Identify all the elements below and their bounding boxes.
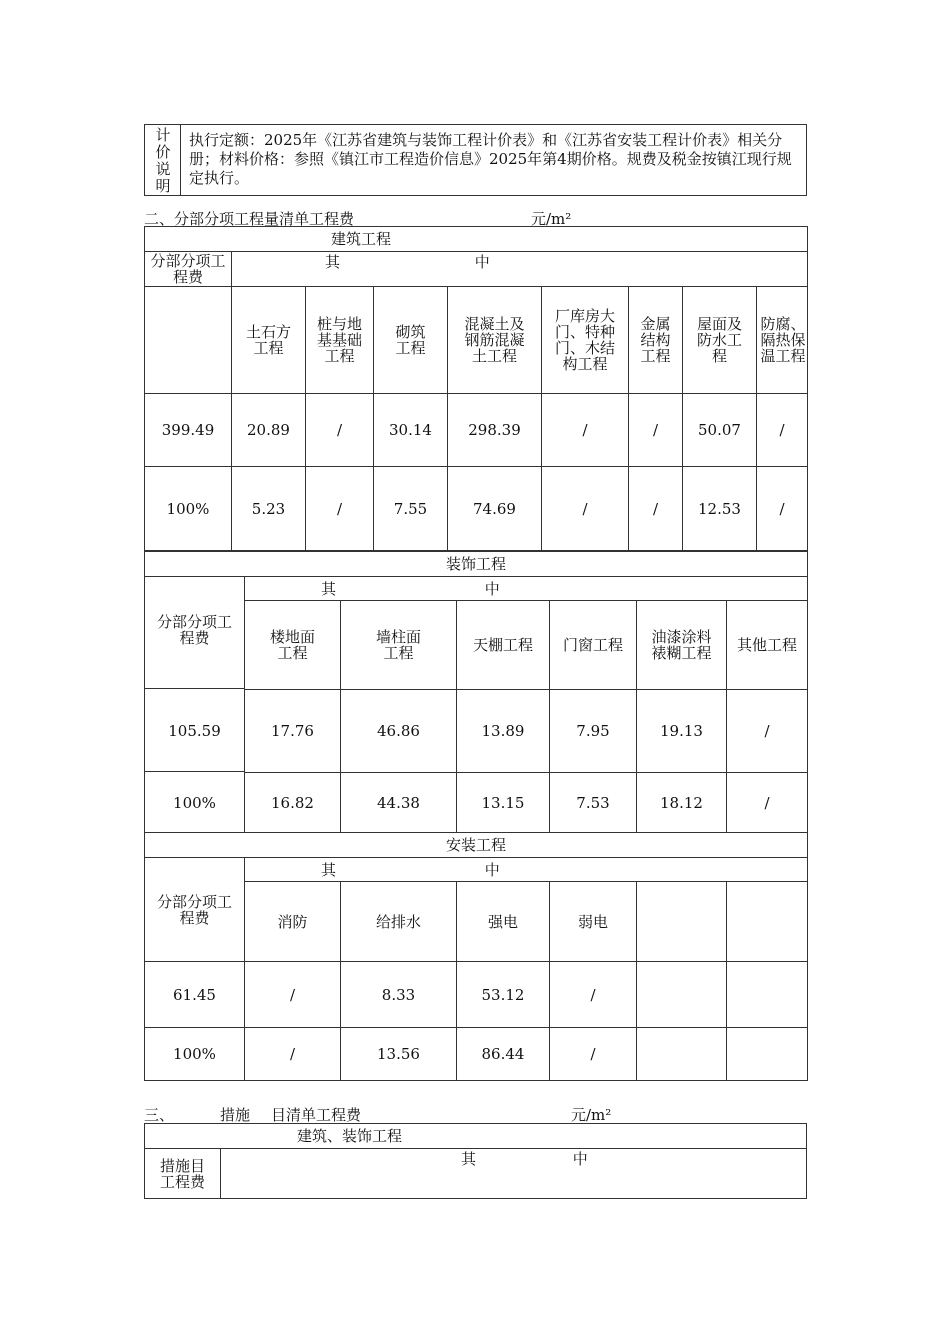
installation-percent: 100% <box>145 1028 245 1081</box>
decoration-qi: 其 <box>321 579 337 598</box>
building-header-roofing: 屋面及防水工程 <box>683 287 757 394</box>
building-value: 20.89 <box>232 394 306 467</box>
decoration-fee-label-text: 分部分项工程费 <box>156 613 232 647</box>
decoration-header-other: 其他工程 <box>727 601 808 690</box>
section3-title-c: 目清单工程费 <box>271 1106 362 1124</box>
section2-title-text: 二、分部分项工程量清单工程费 <box>144 210 355 228</box>
decoration-header-wall: 墙柱面工程 <box>341 601 457 690</box>
decoration-total-percent: 100% <box>173 794 216 812</box>
building-value: 50.07 <box>683 394 757 467</box>
building-header-pile: 桩与地基基础工程 <box>306 287 374 394</box>
measures-qi: 其 <box>461 1150 477 1168</box>
building-header-metal: 金属结构工程 <box>629 287 683 394</box>
installation-value <box>727 962 808 1028</box>
building-percent: / <box>542 467 629 551</box>
decoration-value: 13.89 <box>457 690 550 773</box>
building-percent: / <box>757 467 808 551</box>
installation-header-strong-current: 强电 <box>457 882 550 962</box>
measures-zhong: 中 <box>572 1150 588 1168</box>
section3-title-b: 措施 <box>220 1106 251 1124</box>
decoration-value: 46.86 <box>341 690 457 773</box>
measures-table <box>144 1123 807 1199</box>
decoration-left-divider-2 <box>144 771 244 772</box>
installation-header-blank <box>637 882 727 962</box>
building-percent: / <box>629 467 683 551</box>
installation-value: 61.45 <box>145 962 245 1028</box>
building-header-concrete: 混凝土及钢筋混凝土工程 <box>448 287 542 394</box>
decoration-header-paint: 油漆涂料裱糊工程 <box>637 601 727 690</box>
pricing-note-text: 执行定额：2025年《江苏省建筑与装饰工程计价表》和《江苏省安装工程计价表》相关分册；材料价格：参照《镇江市工程造价信息》2025年第4期价格。规费及税金按镇江现行规定执行。 <box>181 125 807 196</box>
pricing-note-label: 计价说明 <box>145 125 181 196</box>
installation-header-plumbing: 给排水 <box>341 882 457 962</box>
installation-qi: 其 <box>321 860 337 879</box>
installation-value: 53.12 <box>457 962 550 1028</box>
section3-title <box>144 1104 664 1125</box>
building-zhong: 中 <box>474 253 490 271</box>
decoration-title: 装饰工程 <box>145 552 808 577</box>
building-percent: 74.69 <box>448 467 542 551</box>
installation-table <box>144 832 808 1081</box>
building-percent: 12.53 <box>683 467 757 551</box>
installation-header-blank <box>727 882 808 962</box>
installation-qizhong <box>245 858 808 882</box>
building-percent: 5.23 <box>232 467 306 551</box>
measures-qizhong <box>221 1149 807 1199</box>
building-percent: 100% <box>145 467 232 551</box>
measures-title <box>145 1124 807 1149</box>
installation-value: / <box>245 962 341 1028</box>
decoration-total-value: 105.59 <box>168 722 221 740</box>
installation-percent: / <box>245 1028 341 1081</box>
building-table <box>144 226 808 551</box>
building-header-masonry: 砌筑工程 <box>374 287 448 394</box>
installation-fee-label: 分部分项工程费 <box>145 858 245 962</box>
decoration-header-floor: 楼地面工程 <box>245 601 341 690</box>
building-percent: / <box>306 467 374 551</box>
building-title <box>145 227 808 252</box>
building-title-text: 建筑工程 <box>331 230 392 248</box>
decoration-left-divider-1 <box>144 688 244 689</box>
building-value: / <box>306 394 374 467</box>
building-value: 30.14 <box>374 394 448 467</box>
decoration-percent: 16.82 <box>245 773 341 833</box>
measures-title-text: 建筑、装饰工程 <box>297 1127 403 1145</box>
installation-percent: 13.56 <box>341 1028 457 1081</box>
building-value: / <box>757 394 808 467</box>
building-value: 399.49 <box>145 394 232 467</box>
decoration-percent: 13.15 <box>457 773 550 833</box>
decoration-value: 19.13 <box>637 690 727 773</box>
section3-unit: 元/m² <box>571 1106 612 1124</box>
decoration-value: 17.76 <box>245 690 341 773</box>
decoration-percent: 7.53 <box>550 773 637 833</box>
decoration-percent: 18.12 <box>637 773 727 833</box>
section2-unit: 元/m² <box>531 210 572 228</box>
installation-header-weak-current: 弱电 <box>550 882 637 962</box>
installation-percent <box>637 1028 727 1081</box>
decoration-qizhong <box>245 577 808 601</box>
decoration-percent: / <box>727 773 808 833</box>
installation-percent: / <box>550 1028 637 1081</box>
installation-value <box>637 962 727 1028</box>
installation-header-fire: 消防 <box>245 882 341 962</box>
decoration-zhong: 中 <box>484 579 500 598</box>
decoration-percent: 44.38 <box>341 773 457 833</box>
building-value: / <box>542 394 629 467</box>
section3-title-a: 三、 <box>144 1106 175 1124</box>
decoration-table <box>144 551 808 833</box>
installation-zhong: 中 <box>484 860 500 879</box>
decoration-header-doors: 门窗工程 <box>550 601 637 690</box>
decoration-value: / <box>727 690 808 773</box>
installation-value: / <box>550 962 637 1028</box>
building-header-blank <box>145 287 232 394</box>
building-qizhong <box>232 252 808 287</box>
building-header-anticorrosion: 防腐、隔热保温工程 <box>757 287 808 394</box>
installation-title: 安装工程 <box>145 833 808 858</box>
building-header-doors: 厂库房大门、特种门、木结构工程 <box>542 287 629 394</box>
measures-fee-label: 措施目工程费 <box>145 1149 221 1199</box>
installation-value: 8.33 <box>341 962 457 1028</box>
decoration-value: 7.95 <box>550 690 637 773</box>
installation-percent <box>727 1028 808 1081</box>
pricing-note-table <box>144 124 807 196</box>
installation-percent: 86.44 <box>457 1028 550 1081</box>
building-qi: 其 <box>325 253 341 271</box>
decoration-header-ceiling: 天棚工程 <box>457 601 550 690</box>
building-value: / <box>629 394 683 467</box>
building-fee-label: 分部分项工程费 <box>145 252 232 287</box>
building-percent: 7.55 <box>374 467 448 551</box>
building-header-earthwork: 土石方工程 <box>232 287 306 394</box>
building-value: 298.39 <box>448 394 542 467</box>
